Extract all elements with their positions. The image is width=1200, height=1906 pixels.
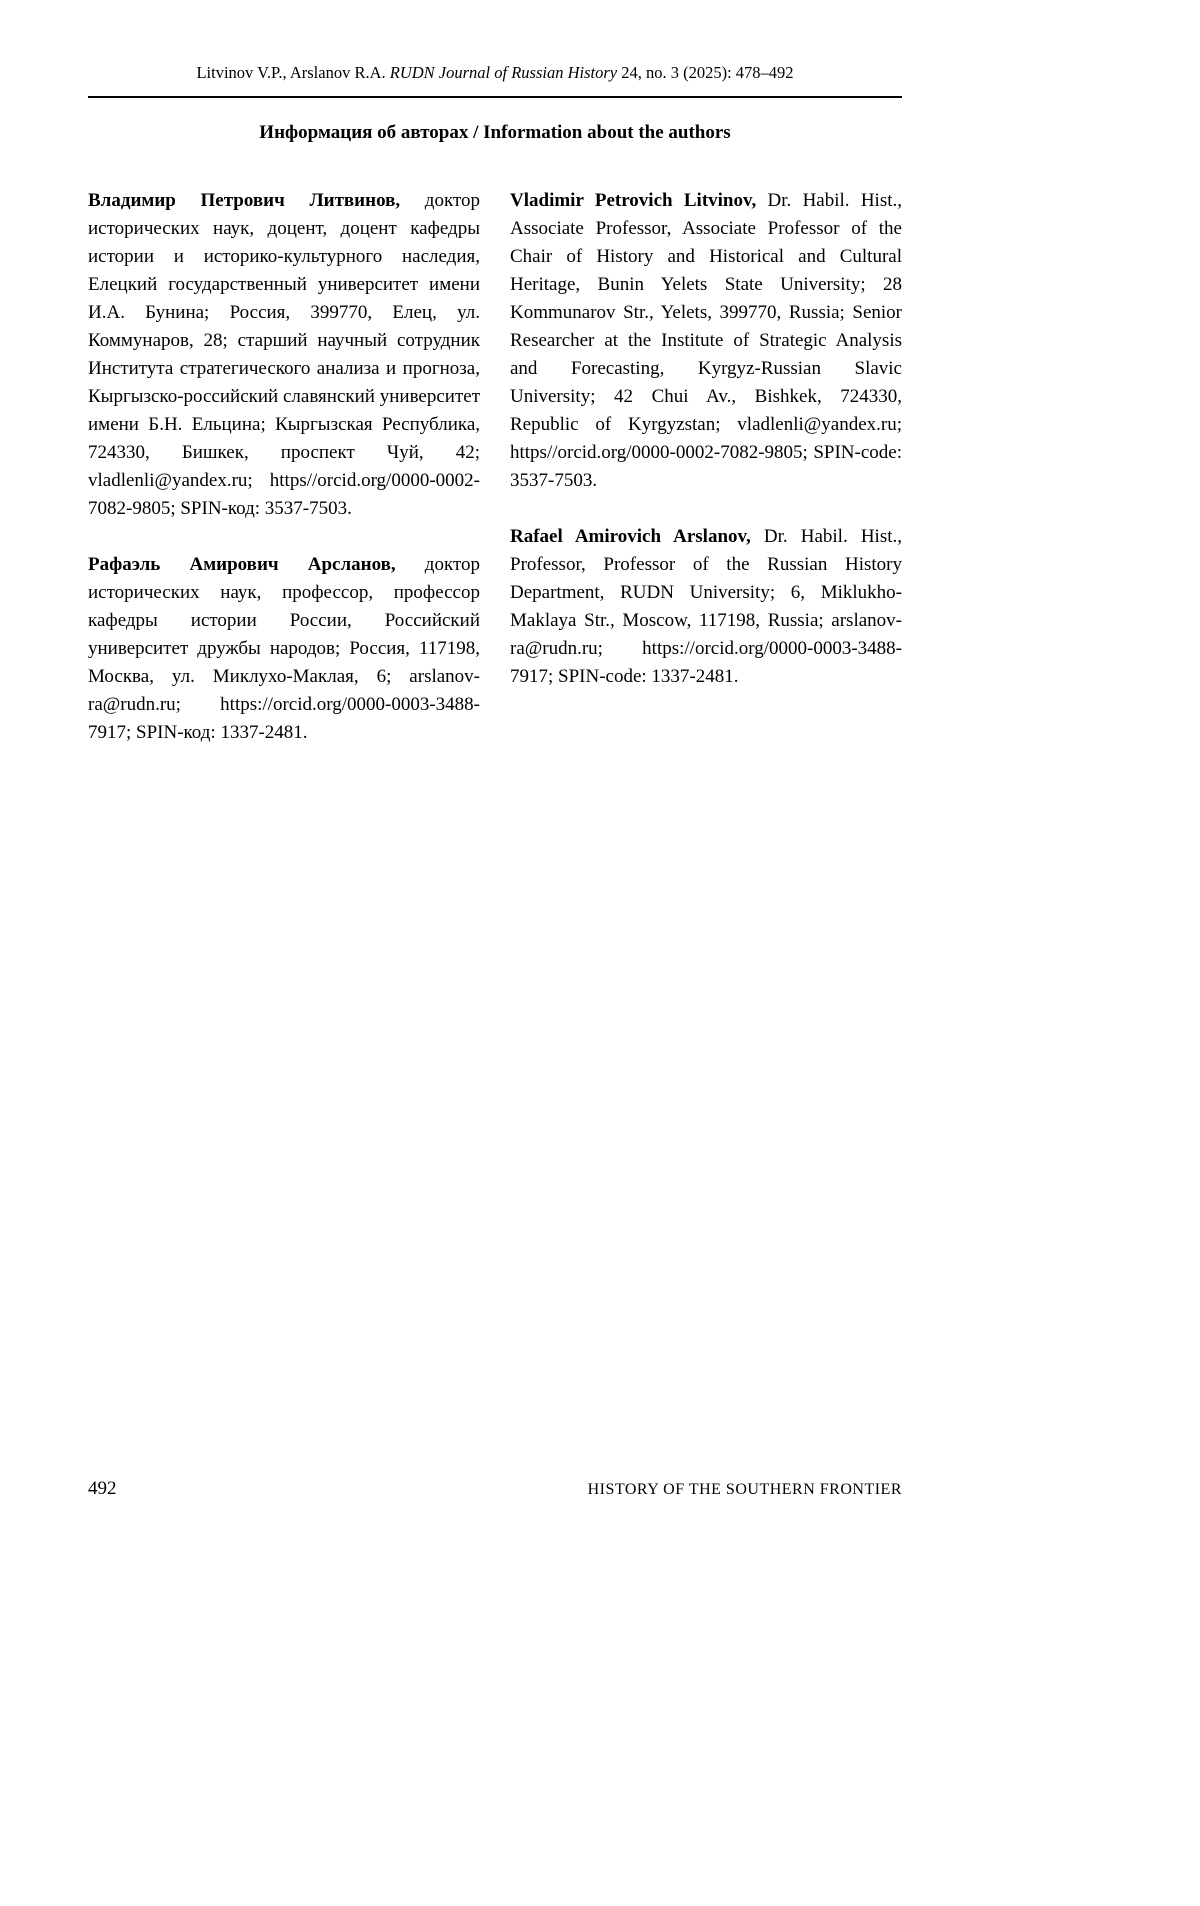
- author-1-en: [510, 187, 902, 495]
- author-1-ru-text: доктор исторических наук, доцент, доцент кафедры истории и историко-культурного наследия, Елецкий государственный университет имени И.А. Бунина; Россия, 399770, Елец, ул. Коммунаров, 28; старший научный сотрудник Института стратегического анализа и прогноза, Кыргызско-российский славянский университет имени Б.Н. Ельцина; Кыргызская Республика, 724330, Бишкек, проспект Чуй, 42; vladlenli@yandex.ru; https//orcid.org/0000-0002-7082-9805; SPIN-код: 3537-7503.: [88, 190, 480, 519]
- author-2-ru: [88, 551, 480, 747]
- running-head-issue-info: 24, no. 3 (2025): 478–492: [621, 63, 794, 82]
- author-2-ru-text: доктор исторических наук, профессор, профессор кафедры истории России, Российский университет дружбы народов; Россия, 117198, Москва, ул. Миклухо-Маклая, 6; arslanov-ra@rudn.ru; https://orcid.org/0000-0003-3488-7917; SPIN-код: 1337-2481.: [88, 554, 480, 743]
- running-head-authors: Litvinov V.P., Arslanov R.A.: [196, 63, 386, 82]
- header-rule: [88, 96, 902, 98]
- english-column: [510, 168, 902, 766]
- author-2-en-text: Dr. Habil. Hist., Professor, Professor of the Russian History Department, RUDN University; 6, Miklukho-Maklaya Str., Moscow, 117198, Russia; arslanov-ra@rudn.ru; https://orcid.org/0000-0003-3488-7917; SPIN-code: 1337-2481.: [510, 526, 903, 687]
- author-2-ru-name: Рафаэль Амирович Арсланов,: [88, 554, 396, 575]
- author-2-en-name: Rafael Amirovich Arslanov,: [510, 526, 751, 547]
- russian-column: [88, 168, 480, 766]
- section-heading: Информация об авторах / Information about the authors: [259, 122, 731, 143]
- author-1-en-name: Vladimir Petrovich Litvinov,: [510, 190, 757, 211]
- two-column-layout: [88, 168, 902, 766]
- running-head-journal-title: RUDN Journal of Russian History: [389, 63, 618, 82]
- author-1-ru: [88, 187, 480, 523]
- page-footer: [88, 1478, 902, 1500]
- author-2-en: [510, 523, 902, 691]
- running-head: [88, 62, 902, 84]
- footer-running-title: HISTORY OF THE SOUTHERN FRONTIER: [587, 1481, 902, 1498]
- author-1-en-text: Dr. Habil. Hist., Associate Professor, Associate Professor of the Chair of History and Historical and Cultural Heritage, Bunin Yelets State University; 28 Kommunarov Str., Yelets, 399770, Russia; Senior Researcher at the Institute of Strategic Analysis and Forecasting, Kyrgyz-Russian Slavic University; 42 Chui Av., Bishkek, 724330, Republic of Kyrgyzstan; vladlenli@yandex.ru; https//orcid.org/0000-0002-7082-9805; SPIN-code: 3537-7503.: [510, 190, 903, 491]
- page-number: 492: [88, 1478, 117, 1499]
- journal-page: [88, 0, 902, 1906]
- author-1-ru-name: Владимир Петрович Литвинов,: [88, 190, 401, 211]
